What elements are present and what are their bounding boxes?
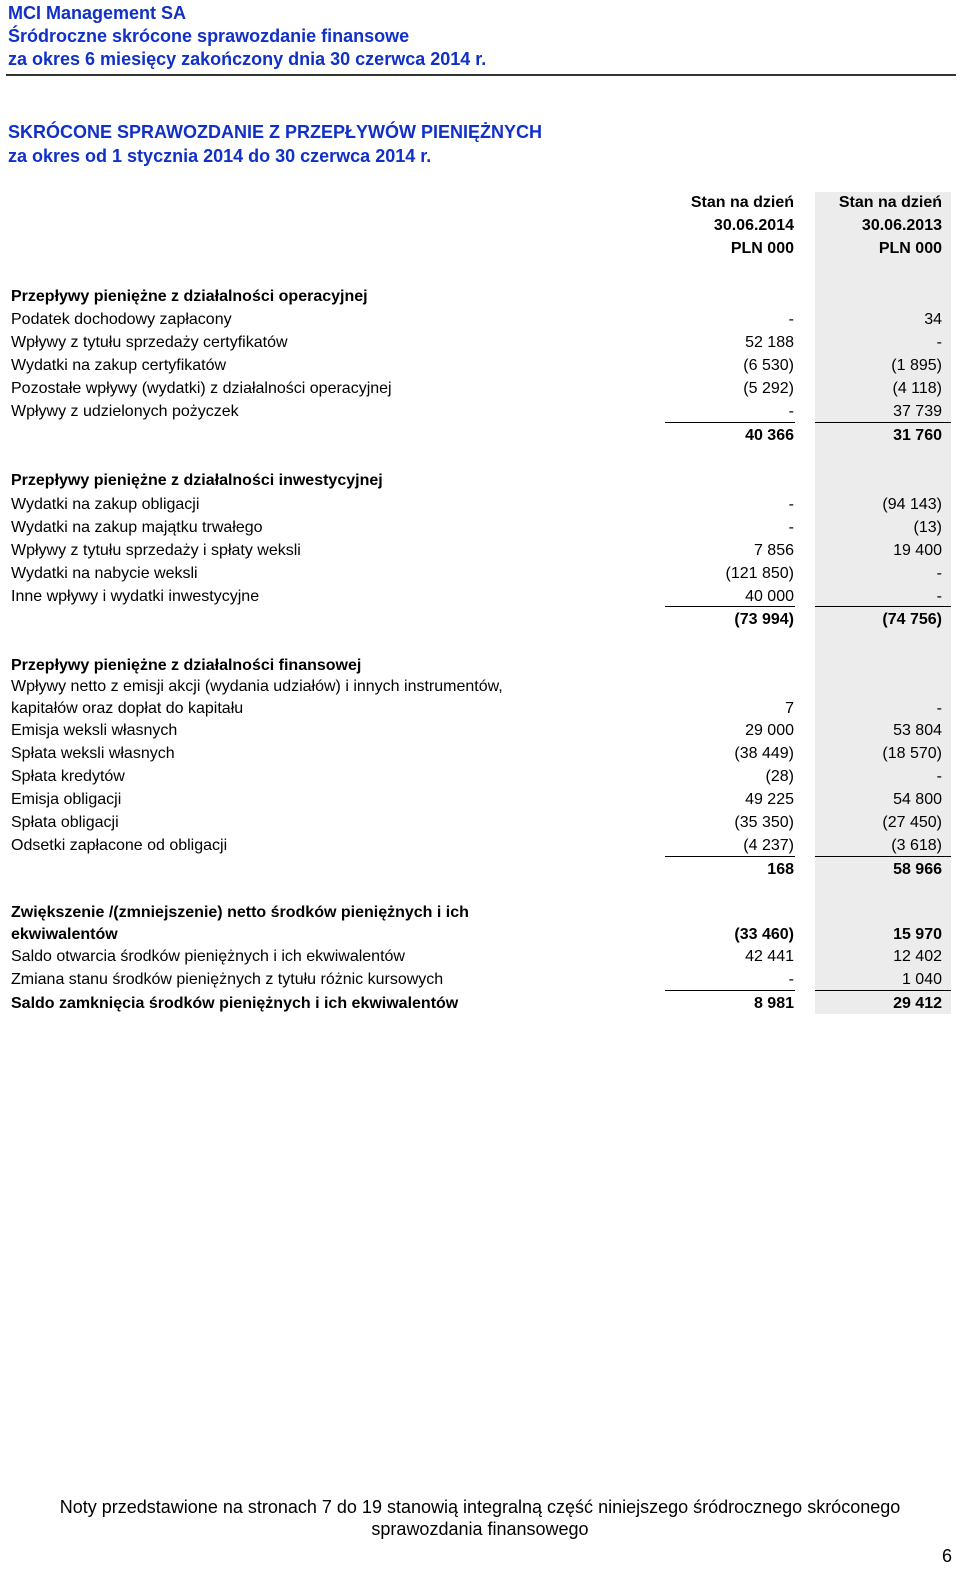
value-2014: 29 000 xyxy=(745,722,794,739)
footnote-line: Noty przedstawione na stronach 7 do 19 stanowią integralną część niniejszego śródrocznego skróconego xyxy=(59,1497,901,1517)
table-row xyxy=(0,539,960,562)
subtotal-row xyxy=(0,424,960,447)
subtotal-row xyxy=(0,608,960,631)
table-row xyxy=(0,765,960,788)
section-heading: Przepływy pieniężne z działalności inwestycyjnej xyxy=(11,472,383,489)
row-label-continued: ekwiwalentów xyxy=(11,926,118,943)
value-2014: - xyxy=(788,519,794,536)
value-2013: 54 800 xyxy=(893,791,942,808)
value-2014: 52 188 xyxy=(745,334,794,351)
row-label: Spłata weksli własnych xyxy=(11,745,175,762)
subtotal-rule xyxy=(665,856,795,857)
investing-section-heading xyxy=(0,469,960,492)
row-label: Pozostałe wpływy (wydatki) z działalności operacyjnej xyxy=(11,380,392,397)
value-2013: 34 xyxy=(924,311,942,328)
column-header-2014 xyxy=(644,191,794,260)
table-row xyxy=(0,354,960,377)
section-heading: Przepływy pieniężne z działalności finansowej xyxy=(11,657,362,674)
row-label: Wpływy z tytułu sprzedaży certyfikatów xyxy=(11,334,288,351)
row-label: Zmiana stanu środków pieniężnych z tytułu różnic kursowych xyxy=(11,971,444,988)
row-label: Wydatki na zakup certyfikatów xyxy=(11,357,227,374)
value-2013: - xyxy=(936,588,942,605)
value-2014: (28) xyxy=(765,768,794,785)
value-2013: 12 402 xyxy=(893,948,942,965)
subtotal-rule xyxy=(665,422,795,423)
subtotal-rule xyxy=(665,606,795,607)
table-row xyxy=(0,811,960,834)
column-header-unit: PLN 000 xyxy=(878,240,942,257)
row-label: Wpływy z udzielonych pożyczek xyxy=(11,403,239,420)
table-row xyxy=(0,788,960,811)
value-2014: (6 530) xyxy=(743,357,794,374)
header-divider xyxy=(6,74,956,76)
value-2013: 19 400 xyxy=(893,542,942,559)
company-name: MCI Management SA xyxy=(8,3,187,23)
row-label: Wydatki na nabycie weksli xyxy=(11,565,198,582)
statement-title: SKRÓCONE SPRAWOZDANIE Z PRZEPŁYWÓW PIENIĘŻNYCH xyxy=(8,122,543,142)
row-label: Emisja weksli własnych xyxy=(11,722,178,739)
table-row xyxy=(0,331,960,354)
value-2014: 40 000 xyxy=(745,588,794,605)
table-row xyxy=(0,585,960,608)
page-number: 6 xyxy=(941,1546,952,1566)
statement-subtitle: za okres od 1 stycznia 2014 do 30 czerwca 2014 r. xyxy=(8,146,432,166)
table-row xyxy=(0,719,960,742)
value-2013: (94 143) xyxy=(882,496,942,513)
value-2014: 7 xyxy=(785,700,794,717)
net-change-row xyxy=(0,901,960,946)
value-2013: 1 040 xyxy=(901,971,942,988)
row-label: Wydatki na zakup obligacji xyxy=(11,496,200,513)
value-2014: (4 237) xyxy=(743,837,794,854)
closing-balance-row xyxy=(0,992,960,1015)
column-header-2013 xyxy=(792,191,942,260)
row-label-continued: kapitałów oraz dopłat do kapitału xyxy=(11,700,244,717)
subtotal-rule xyxy=(665,990,795,991)
value-2014: (33 460) xyxy=(734,926,794,943)
total-2014: 40 366 xyxy=(745,427,794,444)
table-row xyxy=(0,493,960,516)
value-2013: (18 570) xyxy=(882,745,942,762)
table-row xyxy=(0,377,960,400)
row-label: Spłata kredytów xyxy=(11,768,125,785)
value-2013: (4 118) xyxy=(892,380,942,397)
value-2014: (121 850) xyxy=(725,565,794,582)
value-2014: 7 856 xyxy=(753,542,794,559)
value-2014: (35 350) xyxy=(734,814,794,831)
value-2013: 29 412 xyxy=(893,995,942,1012)
table-row xyxy=(0,834,960,857)
total-2014: (73 994) xyxy=(734,611,794,628)
opening-balance-row xyxy=(0,945,960,968)
value-2013: - xyxy=(936,700,942,717)
total-2013: 58 966 xyxy=(893,861,942,878)
section-heading: Przepływy pieniężne z działalności operacyjnej xyxy=(11,288,368,305)
footnote-line: sprawozdania finansowego xyxy=(371,1519,589,1539)
table-row xyxy=(0,675,960,720)
value-2013: (13) xyxy=(913,519,942,536)
statement-title-block xyxy=(8,120,542,168)
table-row xyxy=(0,308,960,331)
value-2014: - xyxy=(788,403,794,420)
row-label: Odsetki zapłacone od obligacji xyxy=(11,837,228,854)
row-label: Wpływy z tytułu sprzedaży i spłaty weksli xyxy=(11,542,301,559)
value-2014: 42 441 xyxy=(745,948,794,965)
value-2014: (38 449) xyxy=(734,745,794,762)
value-2013: 53 804 xyxy=(893,722,942,739)
value-2013: 37 739 xyxy=(893,403,942,420)
row-label: Zwiększenie /(zmniejszenie) netto środków pieniężnych i ich xyxy=(11,904,469,921)
table-row xyxy=(0,562,960,585)
value-2014: - xyxy=(788,496,794,513)
table-row xyxy=(0,516,960,539)
row-label: Emisja obligacji xyxy=(11,791,122,808)
row-label: Saldo zamknięcia środków pieniężnych i ich ekwiwalentów xyxy=(11,995,459,1012)
value-2013: (27 450) xyxy=(882,814,942,831)
subtotal-rule xyxy=(815,422,951,423)
value-2014: (5 292) xyxy=(743,380,794,397)
column-header-unit: PLN 000 xyxy=(730,240,794,257)
value-2014: 8 981 xyxy=(753,995,794,1012)
value-2013: (1 895) xyxy=(891,357,942,374)
value-2013: - xyxy=(936,565,942,582)
value-2014: 49 225 xyxy=(745,791,794,808)
row-label: Wpływy netto z emisji akcji (wydania udziałów) i innych instrumentów, xyxy=(11,678,503,695)
total-2013: 31 760 xyxy=(893,427,942,444)
row-label: Podatek dochodowy zapłacony xyxy=(11,311,232,328)
column-header-date: 30.06.2013 xyxy=(861,217,942,234)
document-header xyxy=(8,2,486,71)
table-row xyxy=(0,400,960,423)
report-name: Śródroczne skrócone sprawozdanie finansowe xyxy=(8,26,410,46)
subtotal-rule xyxy=(815,606,951,607)
total-2013: (74 756) xyxy=(882,611,942,628)
footnote xyxy=(0,1496,960,1540)
subtotal-rule xyxy=(815,990,951,991)
value-2013: 15 970 xyxy=(893,926,942,943)
row-label: Inne wpływy i wydatki inwestycyjne xyxy=(11,588,260,605)
subtotal-rule xyxy=(815,856,951,857)
row-label: Wydatki na zakup majątku trwałego xyxy=(11,519,263,536)
value-2013: (3 618) xyxy=(891,837,942,854)
operating-section-heading xyxy=(0,285,960,308)
value-2014: - xyxy=(788,971,794,988)
value-2014: - xyxy=(788,311,794,328)
subtotal-row xyxy=(0,858,960,881)
row-label: Saldo otwarcia środków pieniężnych i ich ekwiwalentów xyxy=(11,948,405,965)
value-2013: - xyxy=(936,768,942,785)
row-label: Spłata obligacji xyxy=(11,814,119,831)
column-header-label: Stan na dzień xyxy=(690,194,794,211)
column-header-label: Stan na dzień xyxy=(838,194,942,211)
value-2013: - xyxy=(936,334,942,351)
total-2014: 168 xyxy=(767,861,794,878)
financing-section-heading xyxy=(0,654,960,677)
column-header-date: 30.06.2014 xyxy=(713,217,794,234)
table-row xyxy=(0,742,960,765)
report-period: za okres 6 miesięcy zakończony dnia 30 czerwca 2014 r. xyxy=(8,49,487,69)
fx-difference-row xyxy=(0,968,960,991)
